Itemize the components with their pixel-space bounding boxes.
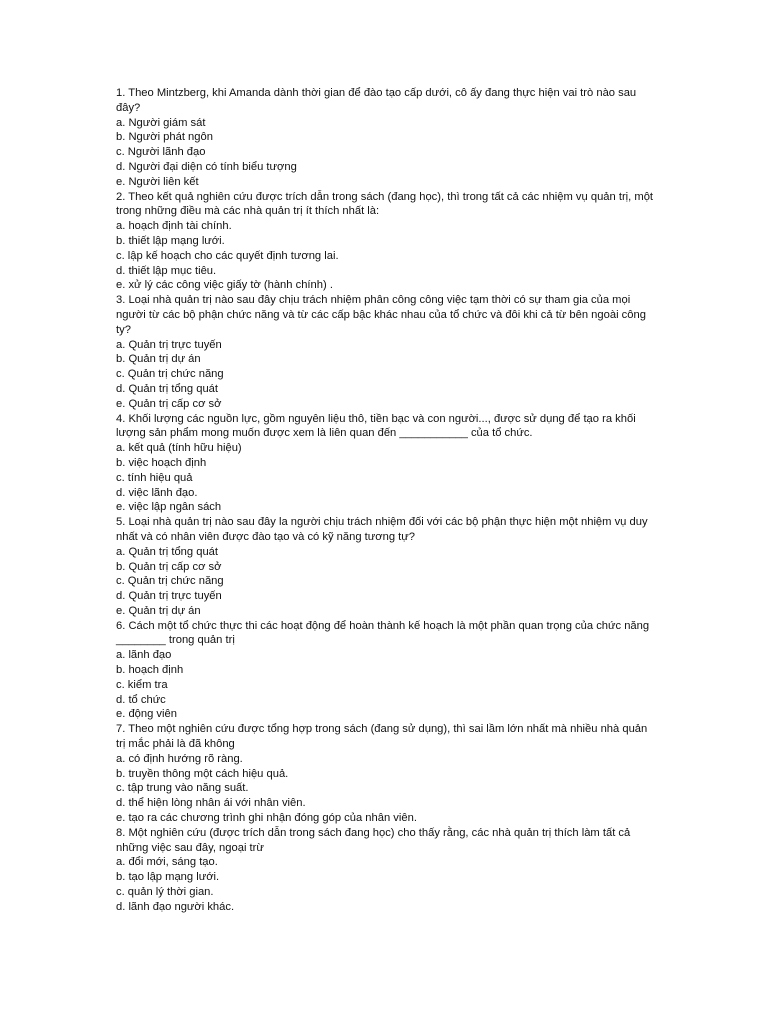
question-4 [116,412,656,516]
question-6 [116,619,656,723]
answer-option: d. tổ chức [116,693,166,706]
answer-option: c. Quản trị chức năng [116,368,224,381]
answer-option: b. Quản trị dự án [116,353,201,366]
answer-option: e. xử lý các công việc giấy tờ (hành chính) . [116,279,333,292]
answer-option: b. truyền thông một cách hiệu quả. [116,767,289,780]
answer-option: e. việc lập ngân sách [116,501,222,514]
answer-option: a. Quản trị tổng quát [116,545,218,558]
question-text: 1. Theo Mintzberg, khi Amanda dành thời gian để đào tạo cấp dưới, cô ấy đang thực hiện vai trò nào sau đây? [116,87,637,114]
answer-option: e. động viên [116,708,177,721]
answer-option: a. hoạch định tài chính. [116,220,232,233]
answer-option: d. lãnh đạo người khác. [116,900,235,913]
answer-option: b. Quản trị cấp cơ sở [116,560,222,573]
answer-option: d. Người đại diện có tính biểu tượng [116,160,297,173]
answer-option: a. Quản trị trực tuyến [116,338,222,351]
answer-option: e. Quản trị dự án [116,604,201,617]
question-7 [116,722,656,826]
answer-option: d. thể hiện lòng nhân ái với nhân viên. [116,797,306,810]
answer-option: a. có định hướng rõ ràng. [116,752,243,765]
answer-option: a. lãnh đạo [116,649,172,662]
answer-option: b. thiết lập mạng lưới. [116,234,225,247]
question-3 [116,293,656,411]
document-page [116,86,656,915]
answer-option: a. kết quả (tính hữu hiệu) [116,442,242,455]
question-1 [116,86,656,190]
answer-option: c. lập kế hoạch cho các quyết định tương lai. [116,249,339,262]
answer-option: b. hoạch định [116,664,184,677]
answer-option: b. việc hoạch định [116,456,207,469]
question-text: 8. Một nghiên cứu (được trích dẫn trong sách đang học) cho thấy rằng, các nhà quản trị thích làm tất cả những việc sau đây, ngoại trừ [116,826,631,854]
answer-option: c. quản lý thời gian. [116,886,214,899]
question-2 [116,190,656,294]
answer-option: c. kiểm tra [116,678,168,691]
question-text: 4. Khối lượng các nguồn lực, gồm nguyên liệu thô, tiền bạc và con người..., được sử dụng để tạo ra khối lượng sản phẩm mong muốn được xem là liên quan đến ___________ của tổ chức. [116,412,636,440]
answer-option: e. tạo ra các chương trình ghi nhận đóng góp của nhân viên. [116,812,417,825]
answer-option: a. Người giám sát [116,116,206,129]
question-text: 5. Loại nhà quản trị nào sau đây la người chịu trách nhiệm đối với các bộ phận thực hiện một nhiệm vụ duy nhất và có nhân viên được đào tạo và có kỹ năng tương tự? [116,516,648,543]
answer-option: b. tạo lập mạng lưới. [116,871,220,884]
question-text: 3. Loại nhà quản trị nào sau đây chịu trách nhiệm phân công công việc tạm thời có sự tham gia của mọi người từ các bộ phận chức năng và từ các cấp bậc khác nhau của tổ chức và đôi khi cả từ bên ngoài công ty? [116,294,646,336]
answer-option: e. Người liên kết [116,175,199,188]
answer-option: d. Quản trị trực tuyến [116,590,222,603]
question-text: 6. Cách một tổ chức thực thi các hoạt động để hoàn thành kế hoạch là một phần quan trọng của chức năng ________ trong quản trị [116,619,650,647]
answer-option: d. thiết lập mục tiêu. [116,264,217,277]
answer-option: c. Người lãnh đạo [116,146,206,159]
question-5 [116,515,656,619]
answer-option: d. việc lãnh đạo. [116,486,198,499]
answer-option: c. tập trung vào năng suất. [116,782,249,795]
answer-option: b. Người phát ngôn [116,131,213,144]
question-8 [116,826,656,915]
answer-option: d. Quản trị tổng quát [116,382,218,395]
answer-option: e. Quản trị cấp cơ sở [116,397,222,410]
answer-option: c. tính hiệu quả [116,471,193,484]
question-text: 7. Theo một nghiên cứu được tổng hợp trong sách (đang sử dụng), thì sai lầm lớn nhất mà nhiều nhà quản trị mắc phải là đã không [116,723,648,751]
answer-option: c. Quản trị chức năng [116,575,224,588]
answer-option: a. đổi mới, sáng tạo. [116,856,218,869]
question-text: 2. Theo kết quả nghiên cứu được trích dẫn trong sách (đang học), thì trong tất cả các nhiệm vụ quản trị, một trong những điều mà các nhà quản trị ít thích nhất là: [116,190,654,218]
